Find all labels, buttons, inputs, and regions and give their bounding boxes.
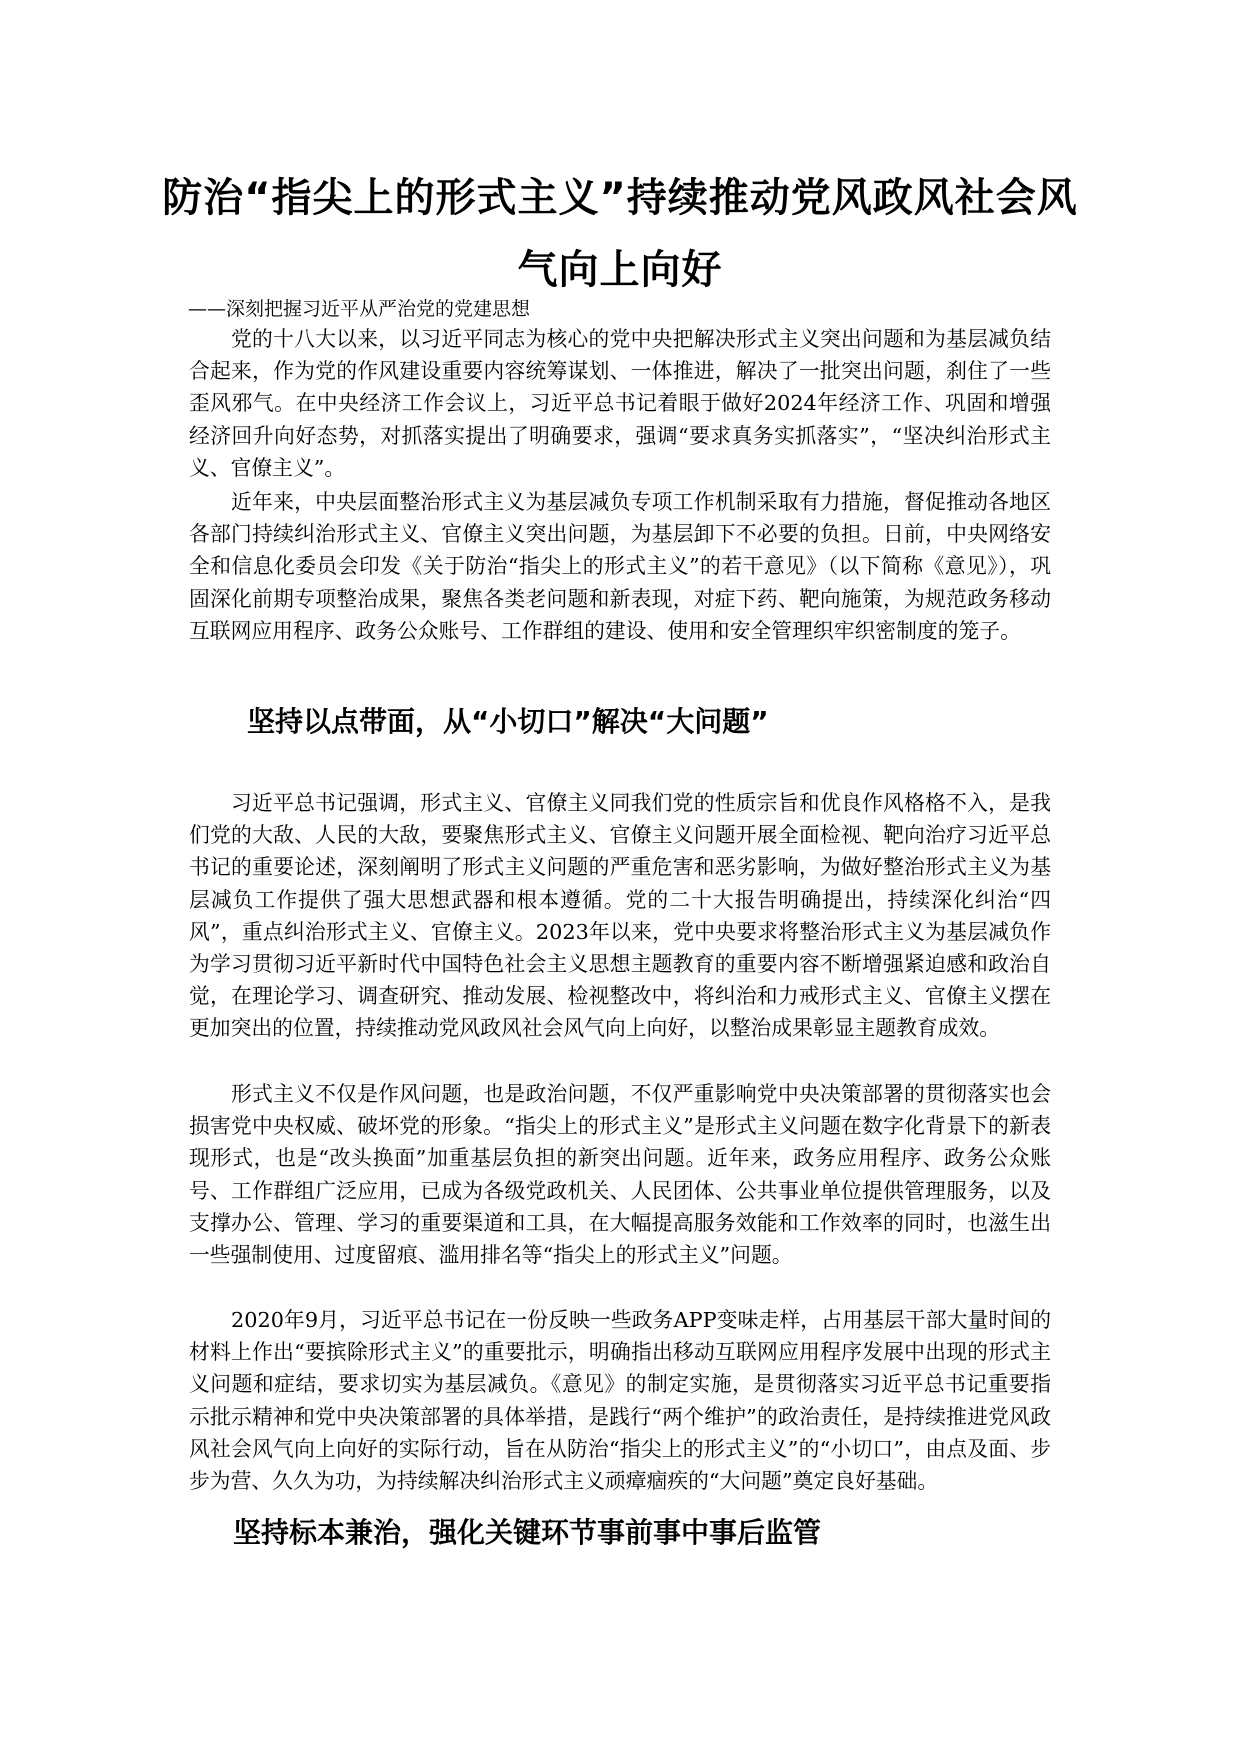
section1-paragraph-2: 形式主义不仅是作风问题，也是政治问题，不仅严重影响党中央决策部署的贯彻落实也会损害党中央权威、破坏党的形象。“指尖上的形式主义”是形式主义问题在数字化背景下的新表现形式，也是“改头换面”加重基层负担的新突出问题。近年来，政务应用程序、政务公众账号、工作群组广泛应用，已成为各级党政机关、人民团体、公共事业单位提供管理服务，以及支撑办公、管理、学习的重要渠道和工具，在大幅提高服务效能和工作效率的同时，也滋生出一些强制使用、过度留痕、滥用排名等“指尖上的形式主义”问题。 bbox=[189, 1082, 1051, 1268]
section-heading-1: 坚持以点带面，从“小切口”解决“大问题” bbox=[247, 705, 769, 738]
section-heading-2: 坚持标本兼治，强化关键环节事前事中事后监管 bbox=[233, 1516, 822, 1549]
intro-paragraph-1: 党的十八大以来，以习近平同志为核心的党中央把解决形式主义突出问题和为基层减负结合起来，作为党的作风建设重要内容统筹谋划、一体推进，解决了一批突出问题，刹住了一些歪风邪气。在中央经济工作会议上，习近平总书记着眼于做好2024年经济工作、巩固和增强经济回升向好态势，对抓落实提出了明确要求，强调“要求真务实抓落实”，“坚决纠治形式主义、官僚主义”。 bbox=[189, 327, 1051, 480]
intro-paragraph-2: 近年来，中央层面整治形式主义为基层减负专项工作机制采取有力措施，督促推动各地区各部门持续纠治形式主义、官僚主义突出问题，为基层卸下不必要的负担。日前，中央网络安全和信息化委员会印发《关于防治“指尖上的形式主义”的若干意见》（以下简称《意见》），巩固深化前期专项整治成果，聚焦各类老问题和新表现，对症下药、靶向施策，为规范政务移动互联网应用程序、政务公众账号、工作群组的建设、使用和安全管理织牢织密制度的笼子。 bbox=[189, 490, 1051, 643]
section1-paragraph-1: 习近平总书记强调，形式主义、官僚主义同我们党的性质宗旨和优良作风格格不入，是我们党的大敌、人民的大敌，要聚焦形式主义、官僚主义问题开展全面检视、靶向治疗习近平总书记的重要论述，深刻阐明了形式主义问题的严重危害和恶劣影响，为做好整治形式主义为基层减负工作提供了强大思想武器和根本遵循。党的二十大报告明确提出，持续深化纠治“四风”，重点纠治形式主义、官僚主义。2023年以来，党中央要求将整治形式主义为基层减负作为学习贯彻习近平新时代中国特色社会主义思想主题教育的重要内容不断增强紧迫感和政治自觉，在理论学习、调查研究、推动发展、检视整改中，将纠治和力戒形式主义、官僚主义摆在更加突出的位置，持续推动党风政风社会风气向上向好，以整治成果彰显主题教育成效。 bbox=[189, 791, 1051, 1041]
document-subtitle: ——深刻把握习近平从严治党的党建思想 bbox=[188, 298, 531, 320]
section1-paragraph-3: 2020年9月，习近平总书记在一份反映一些政务APP变味走样，占用基层干部大量时间的材料上作出“要摈除形式主义”的重要批示，明确指出移动互联网应用程序发展中出现的形式主义问题和症结，要求切实为基层减负。《意见》的制定实施，是贯彻落实习近平总书记重要指示批示精神和党中央决策部署的具体举措，是践行“两个维护”的政治责任，是持续推进党风政风社会风气向上向好的实际行动，旨在从防治“指尖上的形式主义”的“小切口”，由点及面、步步为营、久久为功，为持续解决纠治形式主义顽瘴痼疾的“大问题”奠定良好基础。 bbox=[189, 1308, 1051, 1494]
document-title: 防治“指尖上的形式主义”持续推动党风政风社会风气向上向好 bbox=[162, 175, 1078, 293]
